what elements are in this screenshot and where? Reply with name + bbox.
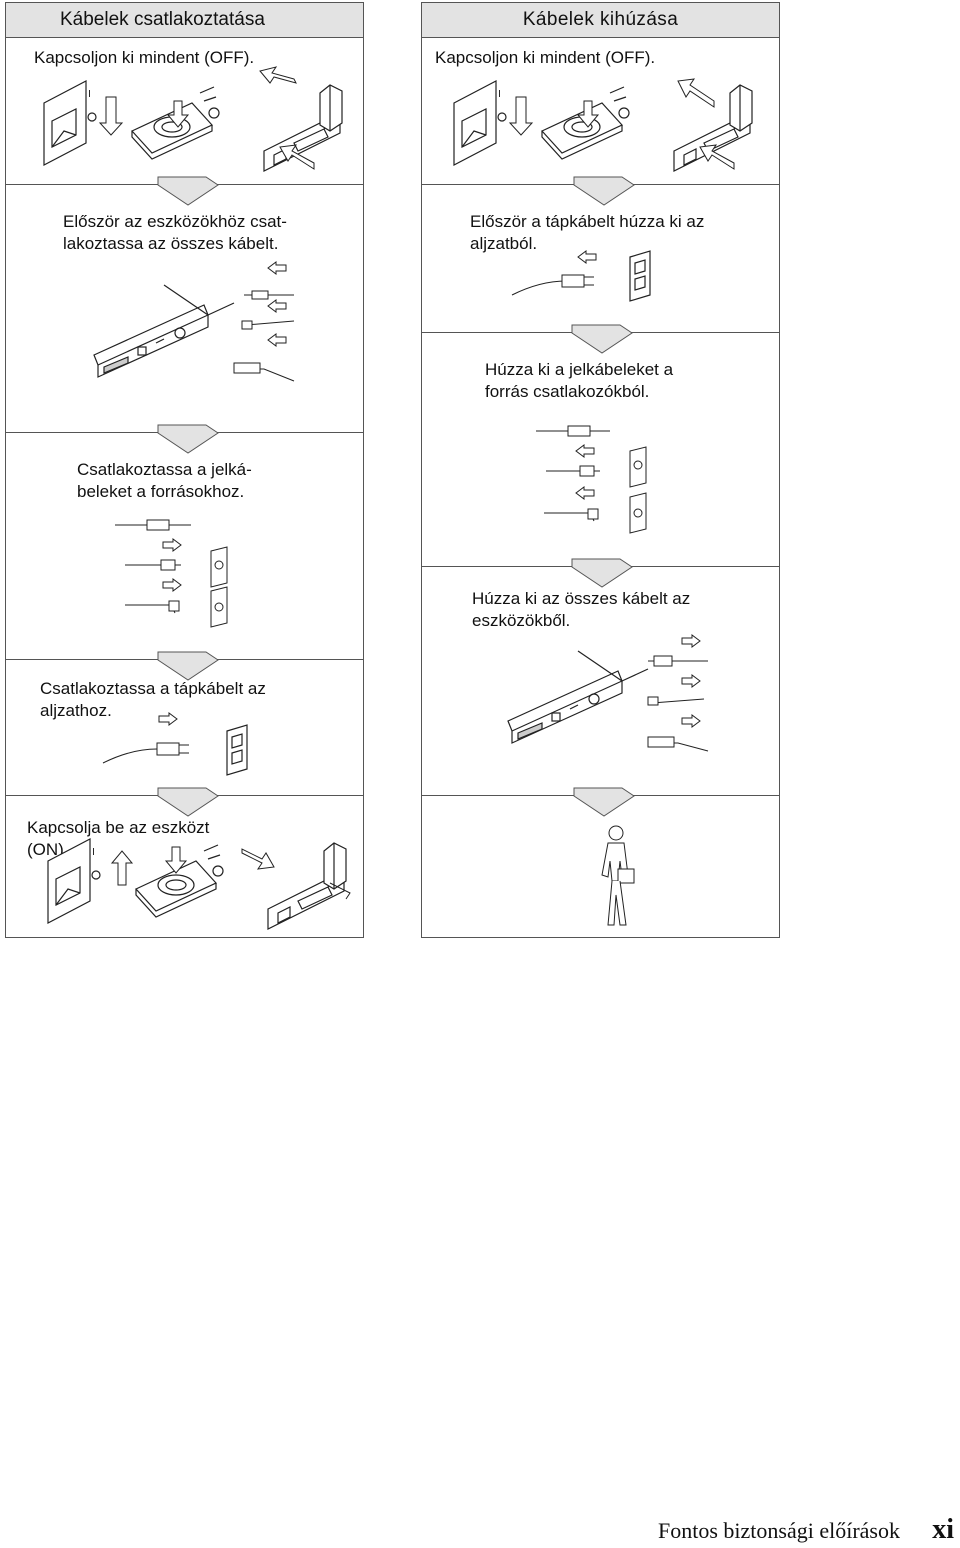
up-arrow-icon	[112, 851, 132, 885]
disconnect-column-title: Kábelek kihúzása	[422, 3, 779, 38]
laptop-cables-illustration	[84, 265, 314, 395]
step-down-arrow	[572, 325, 632, 355]
person-walking-away-illustration	[592, 825, 642, 935]
plug-into-outlet-illustration	[101, 713, 261, 783]
footer-section-title: Fontos biztonsági előírások	[658, 1518, 900, 1543]
power-switches-on-illustration	[20, 823, 350, 933]
disconnect-step-3: Húzza ki a jelkábeleket a forrás csatlakozókból.	[485, 360, 674, 401]
connect-column-title: Kábelek csatlakoztatása	[6, 3, 363, 38]
power-switches-off-illustration	[24, 53, 354, 183]
connect-step-4: Csatlakoztassa a tápkábelt az aljzathoz.	[40, 679, 266, 720]
signal-cables-to-sources-illustration	[111, 509, 251, 629]
down-arrow-icon	[100, 97, 122, 135]
disconnect-step-1: Kapcsoljon ki mindent (OFF).	[435, 48, 656, 67]
connect-column	[5, 2, 364, 938]
connect-step-2: Először az eszközökhöz csat- lakoztassa az összes kábelt.	[63, 212, 287, 253]
step-down-arrow	[158, 177, 218, 207]
disconnect-step-2: Először a tápkábelt húzza ki az aljzatból.	[470, 212, 705, 253]
step-down-arrow	[158, 788, 218, 818]
step-down-arrow	[574, 177, 634, 207]
step-down-arrow	[574, 788, 634, 818]
disconnect-column	[421, 2, 780, 938]
laptop-cables-removed-illustration	[498, 631, 728, 761]
disconnect-step-4: Húzza ki az összes kábelt az eszközökből.	[472, 589, 691, 630]
connect-step-1: Kapcsoljon ki mindent (OFF).	[34, 48, 255, 67]
footer-page-number: xi	[932, 1514, 954, 1545]
step-down-arrow	[572, 559, 632, 589]
signal-cables-from-sources-illustration	[534, 419, 674, 539]
unplug-from-outlet-illustration	[510, 251, 670, 311]
connect-step-5: Kapcsolja be az eszközt (ON).	[27, 818, 210, 859]
connect-step-3: Csatlakoztassa a jelká- beleket a forrásokhoz.	[77, 460, 252, 501]
step-down-arrow	[158, 425, 218, 455]
power-switches-off-illustration	[434, 53, 764, 183]
